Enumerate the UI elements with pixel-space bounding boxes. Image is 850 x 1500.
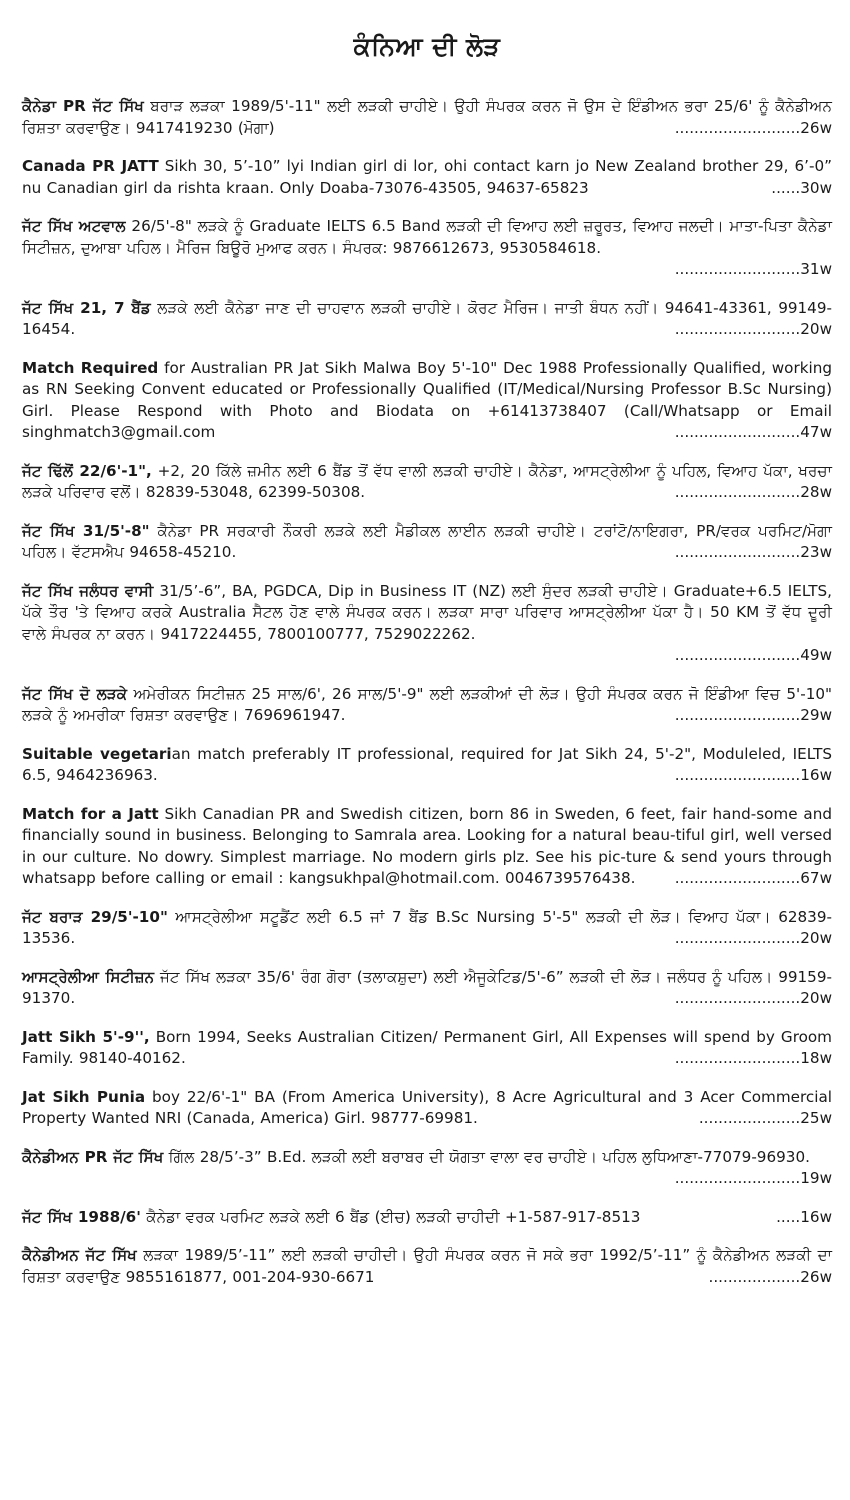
ad-code: ..........................18w	[674, 1049, 832, 1067]
ad-text: an match preferably IT professional, required for Jat Sikh 24, 5'-2", Moduleled, IELTS 6.5, 9464236963.	[22, 744, 832, 784]
ad-lead: ਕੈਨੇਡਾ PR ਜੱਟ ਸਿੱਖ	[22, 97, 144, 115]
ad-text: +2, 20 ਕਿੱਲੇ ਜ਼ਮੀਨ ਲਈ 6 ਬੈਂਡ ਤੋਂ ਵੱਧ ਵਾਲੀ ਲੜਕੀ ਚਾਹੀਏ। ਕੈਨੇਡਾ, ਆਸਟ੍ਰੇਲੀਆ ਨੂੰ ਪਹਿਲ, ਵਿਆਹ ਪੱਕਾ, ਖਰਚਾ ਲੜਕੇ ਪਰਿਵਾਰ ਵਲੋਂ। 82839-53048, 62399-50308.	[22, 461, 832, 501]
ad-code: ...................26w	[708, 1267, 832, 1286]
ad-text: ਜੱਟ ਸਿੱਖ ਲੜਕਾ 35/6' ਰੰਗ ਗੋਰਾ (ਤਲਾਕਸ਼ੁਦਾ) ਲਈ ਐਜੂਕੇਟਿਡ/5'-6” ਲੜਕੀ ਦੀ ਲੋੜ। ਜਲੰਧਰ ਨੂੰ ਪਹਿਲ। 99159-91370.	[22, 967, 832, 1007]
ad-text: Sikh Canadian PR and Swedish citizen, born 86 in Sweden, 6 feet, fair hand-some and financially sound in business. Belonging to Samrala area. Looking for a natural beau-tiful girl, well versed in our culture. No dowry. Simplest marriage. No modern girls plz. See his pic-ture & send yours through whatsapp before calling or email : kangsukhpal@hotmail.com. 0046739576438.	[22, 804, 832, 887]
ad-text: ਲੜਕੇ ਲਈ ਕੈਨੇਡਾ ਜਾਣ ਦੀ ਚਾਹਵਾਨ ਲੜਕੀ ਚਾਹੀਏ। ਕੋਰਟ ਮੈਰਿਜ। ਜਾਤੀ ਬੰਧਨ ਨਹੀਂ। 94641-43361, 99149-16454.	[22, 298, 832, 338]
ad-lead: ਆਸਟ੍ਰੇਲੀਆ ਸਿਟੀਜ਼ਨ	[22, 967, 155, 986]
ad-text: Born 1994, Seeks Australian Citizen/ Permanent Girl, All Expenses will spend by Groom Family. 98140-40162.	[22, 1027, 832, 1067]
ad-lead: Match Required	[22, 358, 159, 377]
ad-code: ..........................19w	[674, 1169, 832, 1187]
ad-text: 26/5'-8" ਲੜਕੇ ਨੂੰ Graduate IELTS 6.5 Band ਲੜਕੀ ਦੀ ਵਿਆਹ ਲਈ ਜ਼ਰੂਰਤ, ਵਿਆਹ ਜਲਦੀ। ਮਾਤਾ-ਪਿਤਾ ਕੈਨੇਡਾ ਸਿਟੀਜ਼ਨ, ਦੁਆਬਾ ਪਹਿਲ। ਮੈਰਿਜ ਬਿਊਰੋ ਮੁਆਫ ਕਰਨ। ਸੰਪਰਕ: 9876612673, 9530584618.	[22, 217, 832, 257]
ad-text: ਗਿੱਲ 28/5’-3” B.Ed. ਲੜਕੀ ਲਈ ਬਰਾਬਰ ਦੀ ਯੋਗਤਾ ਵਾਲਾ ਵਰ ਚਾਹੀਏ। ਪਹਿਲ ਲੁਧਿਆਣਾ-77079-96930.	[163, 1147, 810, 1166]
ad-code: ..........................67w	[674, 869, 832, 887]
ad-code: ..........................49w	[674, 646, 832, 664]
ad-code: ..........................16w	[674, 766, 832, 784]
ad-lead: ਜੱਟ ਸਿੱਖ 21, 7 ਬੈਂਡ	[22, 298, 151, 317]
ad-code: ..........................23w	[674, 543, 832, 561]
ad-lead: ਜੱਟ ਸਿੱਖ 31/5'-8"	[22, 521, 150, 540]
ad-lead: Suitable vegetari	[22, 744, 172, 763]
ad-entry	[22, 358, 832, 444]
ad-code: ..........................20w	[674, 989, 832, 1007]
ad-code: ..........................47w	[674, 423, 832, 441]
ad-entry	[22, 298, 832, 341]
ad-lead: ਜੱਟ ਸਿੱਖ ਅਟਵਾਲ	[22, 217, 126, 235]
ad-entry	[22, 1087, 832, 1130]
ad-lead: ਜੱਟ ਸਿੱਖ 1988/6'	[22, 1207, 141, 1226]
ad-text: ਕੈਨੇਡਾ ਵਰਕ ਪਰਮਿਟ ਲੜਕੇ ਲਈ 6 ਬੈਂਡ (ਈਚ) ਲੜਕੀ ਚਾਹੀਦੀ +1-587-917-8513	[140, 1207, 641, 1226]
ad-code: ......30w	[771, 178, 832, 197]
ad-code: ..........................28w	[674, 483, 832, 501]
ad-text: ਅਮੇਰੀਕਨ ਸਿਟੀਜ਼ਨ 25 ਸਾਲ/6', 26 ਸਾਲ/5'-9" ਲਈ ਲੜਕੀਆਂ ਦੀ ਲੋੜ। ਉਹੀ ਸੰਪਰਕ ਕਰਨ ਜੋ ਇੰਡੀਆ ਵਿਚ 5'-10" ਲੜਕੇ ਨੂੰ ਅਮਰੀਕਾ ਰਿਸ਼ਤਾ ਕਰਵਾਉਣ। 7696961947.	[22, 684, 832, 724]
ad-lead: Jatt Sikh 5'-9'',	[22, 1027, 150, 1046]
ad-code: ..........................20w	[674, 320, 832, 338]
ad-entry	[22, 216, 832, 281]
ad-entry	[22, 907, 832, 950]
ad-text: Sikh 30, 5’-10” lyi Indian girl di lor, ohi contact karn jo New Zealand brother 29, 6’-0” nu Canadian girl da rishta kraan. Only Doaba-73076-43505, 94637-65823	[22, 157, 832, 197]
ad-entry	[22, 461, 832, 504]
ad-lead: ਜੱਟ ਸਿੱਖ ਜਲੰਧਰ ਵਾਸੀ	[22, 581, 154, 600]
ad-text: for Australian PR Jat Sikh Malwa Boy 5'-10" Dec 1988 Professionally Qualified, working as RN Seeking Convent educated or Professionally Qualified (IT/Medical/Nursing Professor B.Sc Nursing) Girl. Please Respond with Photo and Biodata on +61413738407 (Call/Whatsapp or Email singhmatch3@gmail.com	[22, 358, 832, 441]
ad-entry	[22, 1147, 832, 1190]
ad-entry	[22, 1207, 832, 1229]
ad-text: 31/5’-6”, BA, PGDCA, Dip in Business IT (NZ) ਲਈ ਸੁੰਦਰ ਲੜਕੀ ਚਾਹੀਏ। Graduate+6.5 IELTS, ਪੱਕੇ ਤੌਰ 'ਤੇ ਵਿਆਹ ਕਰਕੇ Australia ਸੈਟਲ ਹੋਣ ਵਾਲੇ ਸੰਪਰਕ ਕਰਨ। ਲੜਕਾ ਸਾਰਾ ਪਰਿਵਾਰ ਆਸਟ੍ਰੇਲੀਆ ਪੱਕਾ ਹੈ। 50 KM ਤੋਂ ਵੱਧ ਦੂਰੀ ਵਾਲੇ ਸੰਪਰਕ ਨਾ ਕਰਨ। 9417224455, 7800100777, 7529022262.	[22, 581, 832, 643]
ad-lead: ਜੱਟ ਬਰਾੜ 29/5'-10"	[22, 907, 168, 926]
ad-text: ਬਰਾੜ ਲੜਕਾ 1989/5'-11" ਲਈ ਲੜਕੀ ਚਾਹੀਏ। ਉਹੀ ਸੰਪਰਕ ਕਰਨ ਜੋ ਉਸ ਦੇ ਇੰਡੀਅਨ ਭਰਾ 25/6' ਨੂੰ ਕੈਨੇਡੀਅਨ ਰਿਸ਼ਤਾ ਕਰਵਾਉਣ। 9417419230 (ਮੋਗਾ)	[22, 97, 832, 137]
ad-code: .....................25w	[698, 1109, 832, 1127]
ad-lead: ਕੈਨੇਡੀਅਨ PR ਜੱਟ ਸਿੱਖ	[22, 1147, 164, 1166]
ad-code: .....16w	[776, 1207, 832, 1226]
ad-entry	[22, 1027, 832, 1070]
ad-lead: Canada PR JATT	[22, 157, 159, 175]
ad-lead: ਜੱਟ ਸਿੱਖ ਦੋ ਲੜਕੇ	[22, 684, 128, 703]
ad-entry	[22, 581, 832, 667]
ad-lead: ਜੱਟ ਢਿੱਲੋਂ 22/6'-1",	[22, 461, 152, 480]
ad-code: ..........................31w	[674, 260, 832, 278]
ad-entry	[22, 96, 832, 139]
ad-entry	[22, 744, 832, 787]
ads-list	[22, 96, 832, 1288]
ad-entry	[22, 967, 832, 1010]
ad-text: ਕੈਨੇਡਾ PR ਸਰਕਾਰੀ ਨੌਕਰੀ ਲੜਕੇ ਲਈ ਮੈਡੀਕਲ ਲਾਈਨ ਲੜਕੀ ਚਾਹੀਏ। ਟਰਾਂਟੋ/ਨਾਇਗਰਾ, PR/ਵਰਕ ਪਰਮਿਟ/ਮੋਗਾ ਪਹਿਲ। ਵੱਟਸਐਪ 94658-45210.	[22, 521, 833, 561]
ad-entry	[22, 1245, 832, 1288]
ad-lead: ਕੈਨੇਡੀਅਨ ਜੱਟ ਸਿੱਖ	[22, 1246, 137, 1264]
ad-lead: Match for a Jatt	[22, 804, 159, 823]
ad-text: ਲੜਕਾ 1989/5’-11” ਲਈ ਲੜਕੀ ਚਾਹੀਦੀ। ਉਹੀ ਸੰਪਰਕ ਕਰਨ ਜੋ ਸਕੇ ਭਰਾ 1992/5’-11” ਨੂੰ ਕੈਨੇਡੀਅਨ ਲੜਕੀ ਦਾ ਰਿਸ਼ਤਾ ਕਰਵਾਉਣ 9855161877, 001-204-930-6671	[22, 1246, 832, 1286]
ad-entry	[22, 684, 832, 727]
page-title: ਕੰਨਿਆ ਦੀ ਲੋੜ	[353, 32, 501, 61]
ad-entry	[22, 156, 832, 199]
ad-entry	[22, 521, 832, 564]
ad-code: ..........................26w	[674, 118, 832, 137]
ad-text: boy 22/6'-1" BA (From America University), 8 Acre Agricultural and 3 Acer Commercial Property Wanted NRI (Canada, America) Girl. 98777-69981.	[22, 1087, 832, 1127]
ad-entry	[22, 804, 832, 890]
ad-code: ..........................29w	[674, 706, 832, 724]
ad-text: ਆਸਟ੍ਰੇਲੀਆ ਸਟੂਡੈਂਟ ਲਈ 6.5 ਜਾਂ 7 ਬੈਂਡ B.Sc Nursing 5'-5" ਲੜਕੀ ਦੀ ਲੋੜ। ਵਿਆਹ ਪੱਕਾ। 62839-13536.	[22, 907, 832, 947]
ad-lead: Jat Sikh Punia	[22, 1087, 146, 1106]
ad-code: ..........................20w	[674, 929, 832, 947]
